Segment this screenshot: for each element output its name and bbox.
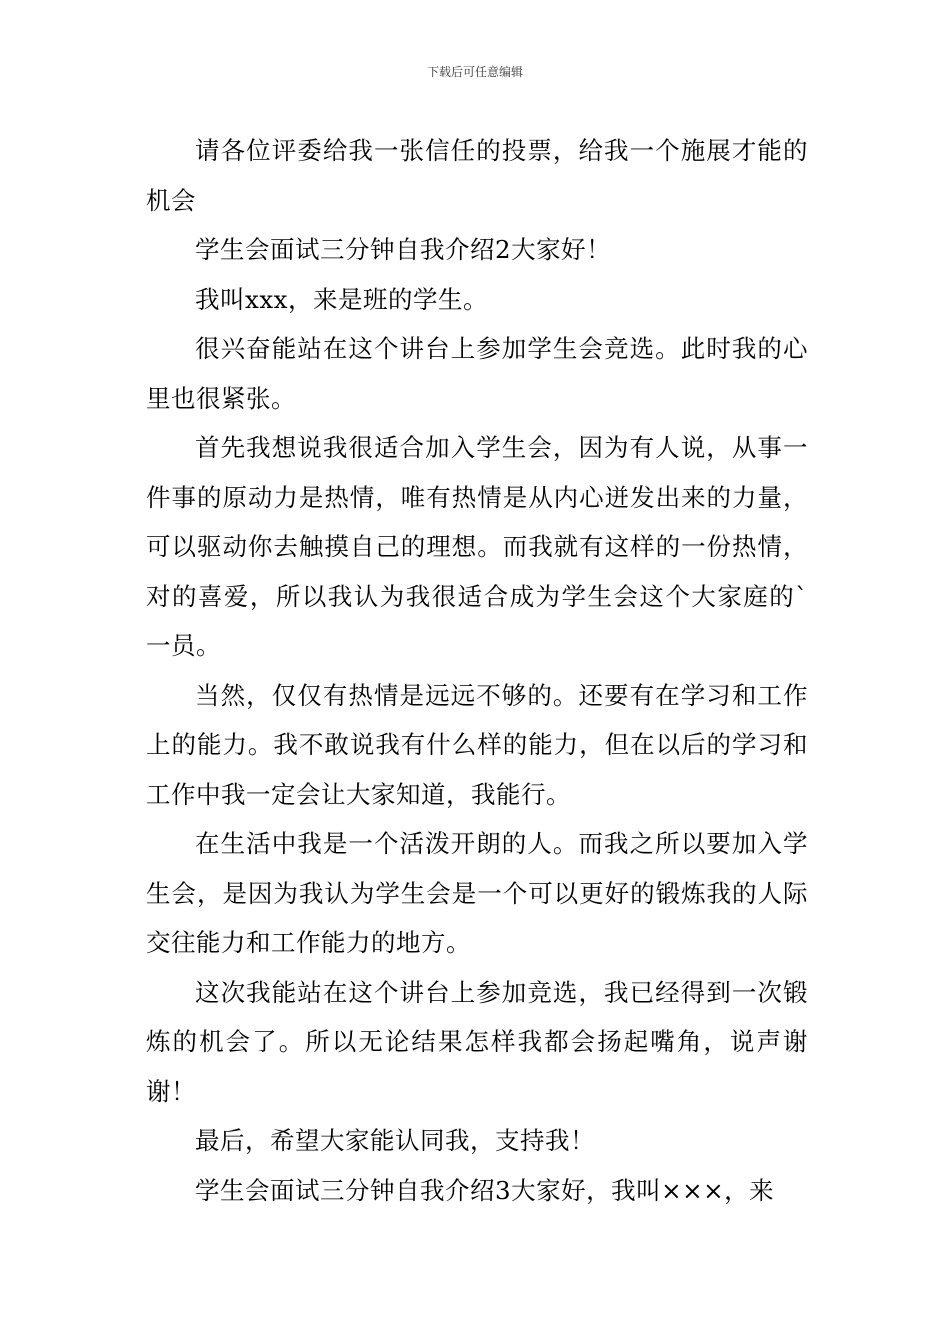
paragraph-4: 很兴奋能站在这个讲台上参加学生会竞选。此时我的心里也很紧张。 bbox=[146, 334, 808, 413]
document-body bbox=[146, 126, 808, 1215]
paragraph-8: 这次我能站在这个讲台上参加竞选，我已经得到一次锻炼的机会了。所以无论结果怎样我都会扬起嘴角，说声谢谢！ bbox=[146, 977, 808, 1106]
paragraph-5: 首先我想说我很适合加入学生会，因为有人说，从事一件事的原动力是热情，唯有热情是从内心迸发出来的力量，可以驱动你去触摸自己的理想。而我就有这样的一份热情，对的喜爱，所以我认为我很适合成为学生会这个大家庭的`一员。 bbox=[146, 433, 808, 660]
paragraph-3: 我叫xxx，来是班的学生。 bbox=[195, 284, 488, 314]
paragraph-2: 学生会面试三分钟自我介绍2大家好！ bbox=[195, 235, 612, 264]
paragraph-6: 当然，仅仅有热情是远远不够的。还要有在学习和工作上的能力。我不敢说我有什么样的能力，但在以后的学习和工作中我一定会让大家知道，我能行。 bbox=[146, 680, 808, 809]
paragraph-10: 学生会面试三分钟自我介绍3大家好，我叫×××，来 bbox=[195, 1175, 775, 1205]
page-header: 下载后可任意编辑 bbox=[426, 65, 523, 79]
paragraph-1: 请各位评委给我一张信任的投票，给我一个施展才能的机会 bbox=[146, 136, 808, 215]
paragraph-9: 最后，希望大家能认同我，支持我！ bbox=[195, 1126, 595, 1155]
paragraph-7: 在生活中我是一个活泼开朗的人。而我之所以要加入学生会，是因为我认为学生会是一个可以更好的锻炼我的人际交往能力和工作能力的地方。 bbox=[146, 829, 808, 957]
